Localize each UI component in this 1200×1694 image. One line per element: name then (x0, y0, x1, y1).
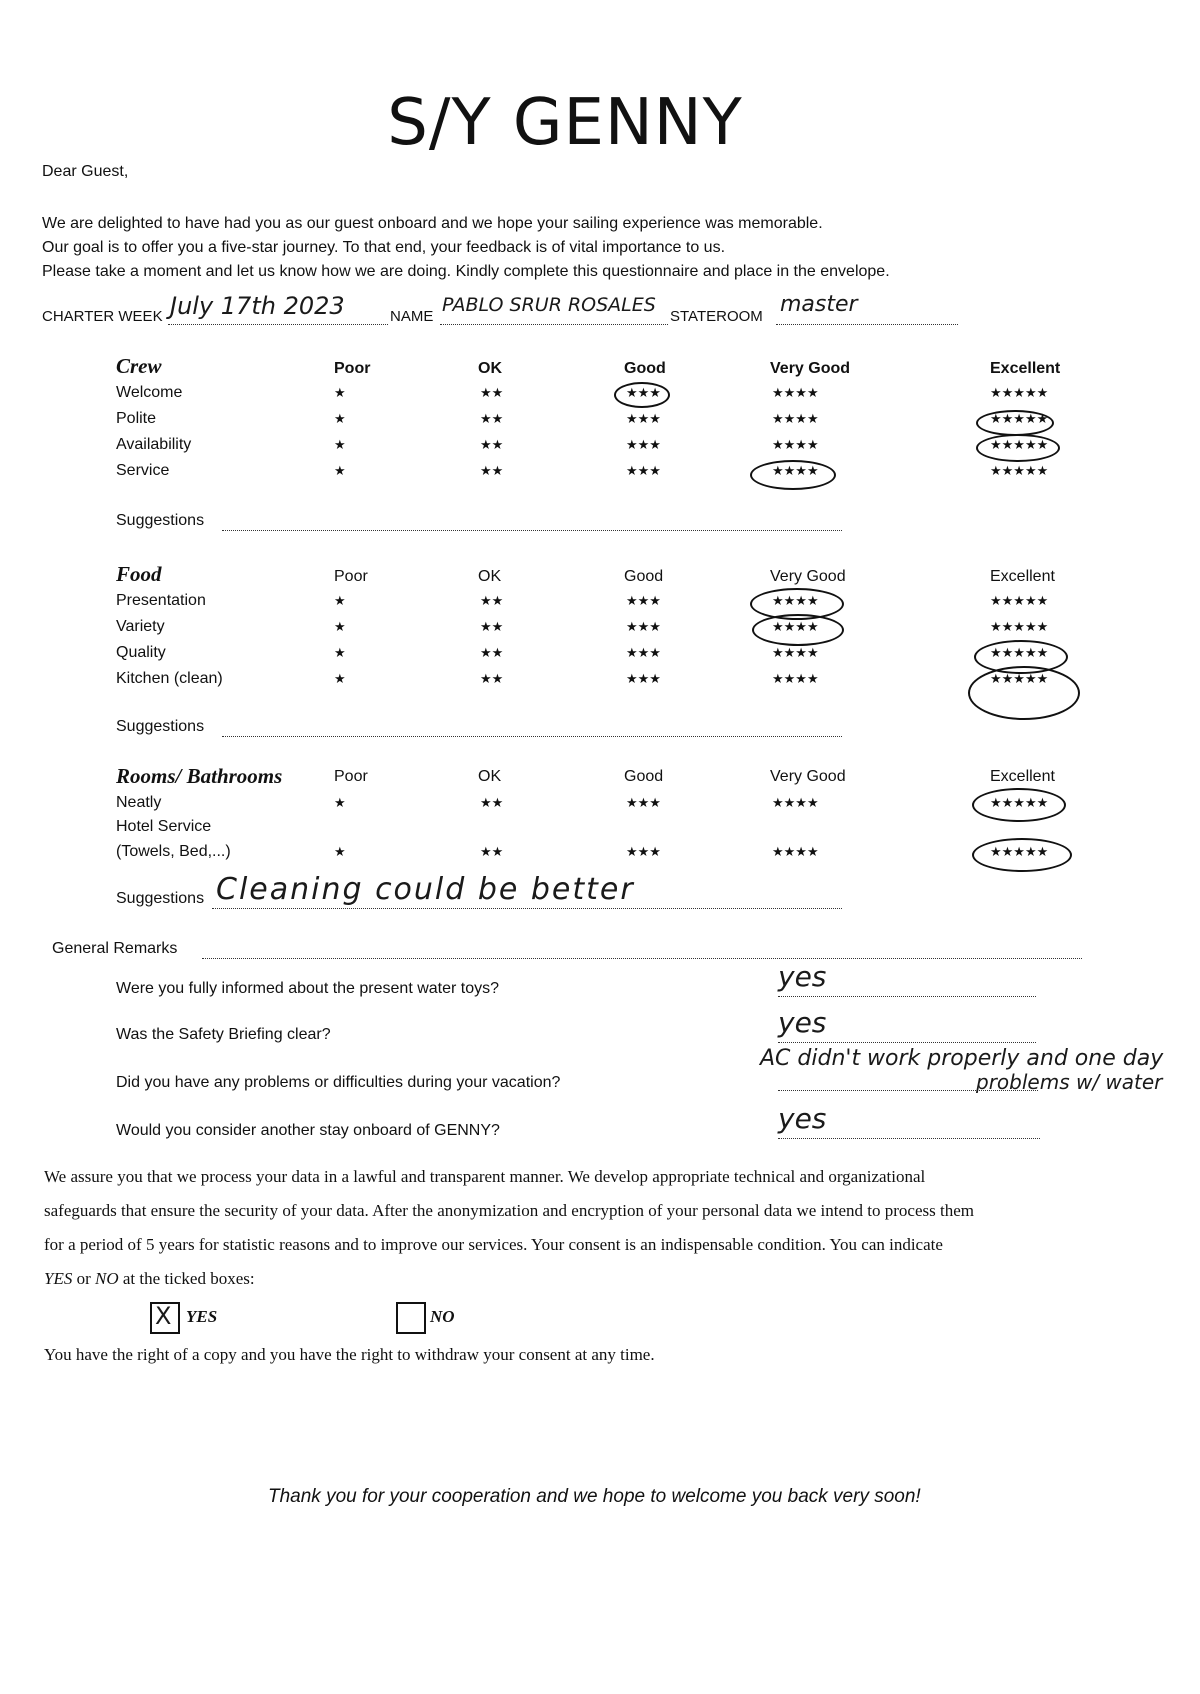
crew-row-service: Service (116, 462, 170, 479)
consent-no-label: NO (430, 1307, 455, 1326)
answer-problems-line-1: AC didn't work properly and one day (760, 1046, 1164, 1071)
food-presentation-good-stars[interactable]: ★★★ (626, 594, 661, 609)
food-quality-poor-stars[interactable]: ★ (334, 646, 346, 661)
privacy-line-1: We assure you that we process your data in a lawful and transparent manner. We develop appropriate technical and organizational (44, 1167, 926, 1186)
general-remarks-field[interactable] (202, 940, 1082, 959)
consent-yes-mark: X (155, 1302, 172, 1330)
rooms-hotel-service-good-stars[interactable]: ★★★ (626, 845, 661, 860)
stateroom-label: STATEROOM (670, 308, 763, 325)
answer-water-toys-field[interactable] (778, 960, 1036, 997)
crew-welcome-ok-stars[interactable]: ★★ (480, 386, 504, 401)
food-kitchen-clean--poor-stars[interactable]: ★ (334, 672, 346, 687)
food-col-very-good: Very Good (770, 568, 846, 585)
crew-availability-very-good-stars[interactable]: ★★★★ (772, 438, 819, 453)
crew-polite-selection[interactable] (976, 410, 1054, 436)
intro-line-1: We are delighted to have had you as our guest onboard and we hope your sailing experience was memorable. (42, 215, 823, 232)
privacy-line-4 (44, 1262, 255, 1296)
question-water-toys: Were you fully informed about the present water toys? (116, 980, 500, 997)
crew-col-good: Good (624, 360, 666, 377)
privacy-yes-term: YES (44, 1269, 73, 1288)
food-variety-selection[interactable] (752, 614, 844, 646)
crew-polite-good-stars[interactable]: ★★★ (626, 412, 661, 427)
crew-polite-excellent-stars[interactable]: ★★★★★ (990, 412, 1049, 427)
crew-col-very-good: Very Good (770, 360, 851, 377)
food-quality-ok-stars[interactable]: ★★ (480, 646, 504, 661)
food-variety-good-stars[interactable]: ★★★ (626, 620, 661, 635)
food-variety-poor-stars[interactable]: ★ (334, 620, 346, 635)
food-suggestions-label: Suggestions (116, 718, 205, 735)
rooms-hotel-service-excellent-stars[interactable]: ★★★★★ (990, 845, 1049, 860)
rooms-col-ok: OK (478, 768, 502, 785)
consent-yes-checkbox[interactable] (150, 1302, 180, 1334)
food-variety-excellent-stars[interactable]: ★★★★★ (990, 620, 1049, 635)
food-section-title: Food (116, 562, 162, 586)
name-label: NAME (390, 308, 434, 325)
answer-safety-briefing: yes (778, 1006, 827, 1039)
food-kitchen-clean--very-good-stars[interactable]: ★★★★ (772, 672, 819, 687)
food-presentation-ok-stars[interactable]: ★★ (480, 594, 504, 609)
crew-row-polite: Polite (116, 410, 157, 427)
document-title: S/Y GENNY (387, 86, 743, 160)
food-presentation-excellent-stars[interactable]: ★★★★★ (990, 594, 1049, 609)
rooms-col-excellent: Excellent (990, 768, 1055, 785)
crew-row-availability: Availability (116, 436, 192, 453)
rooms-row-neatly: Neatly (116, 794, 162, 811)
crew-service-ok-stars[interactable]: ★★ (480, 464, 504, 479)
food-quality-very-good-stars[interactable]: ★★★★ (772, 646, 819, 661)
answer-water-toys: yes (778, 960, 827, 993)
food-variety-ok-stars[interactable]: ★★ (480, 620, 504, 635)
crew-service-poor-stars[interactable]: ★ (334, 464, 346, 479)
privacy-line-3: for a period of 5 years for statistic reasons and to improve our services. Your consent is an indispensable condition. You can indicate (44, 1235, 943, 1254)
question-safety-briefing: Was the Safety Briefing clear? (116, 1026, 331, 1043)
rooms-neatly-selection[interactable] (972, 788, 1066, 822)
answer-safety-briefing-field[interactable] (778, 1006, 1036, 1043)
crew-availability-good-stars[interactable]: ★★★ (626, 438, 661, 453)
crew-col-ok: OK (478, 360, 502, 377)
food-row-kitchen: Kitchen (clean) (116, 670, 223, 687)
food-kitchen-clean--good-stars[interactable]: ★★★ (626, 672, 661, 687)
rooms-section-title: Rooms/ Bathrooms (116, 764, 283, 788)
rooms-hotel-service-poor-stars[interactable]: ★ (334, 845, 346, 860)
privacy-or: or (72, 1269, 96, 1288)
food-kitchen-clean--excellent-stars[interactable]: ★★★★★ (990, 672, 1049, 687)
answer-another-stay-field[interactable] (778, 1102, 1040, 1139)
rooms-col-very-good: Very Good (770, 768, 846, 785)
question-problems: Did you have any problems or difficulties during your vacation? (116, 1074, 561, 1091)
crew-availability-selection[interactable] (976, 434, 1060, 462)
rooms-neatly-excellent-stars[interactable]: ★★★★★ (990, 796, 1049, 811)
answer-problems-line-2: problems w/ water (976, 1070, 1163, 1094)
crew-row-welcome: Welcome (116, 384, 183, 401)
rooms-hotel-service-selection[interactable] (972, 838, 1072, 872)
crew-availability-excellent-stars[interactable]: ★★★★★ (990, 438, 1049, 453)
privacy-line-2: safeguards that ensure the security of your data. After the anonymization and encryption of your personal data we intend to process them (44, 1201, 974, 1220)
answer-another-stay: yes (778, 1102, 827, 1135)
stateroom-value: master (780, 292, 858, 317)
food-col-ok: OK (478, 568, 502, 585)
crew-availability-poor-stars[interactable]: ★ (334, 438, 346, 453)
food-presentation-very-good-stars[interactable]: ★★★★ (772, 594, 819, 609)
privacy-rights: You have the right of a copy and you have the right to withdraw your consent at any time. (44, 1345, 655, 1364)
crew-welcome-very-good-stars[interactable]: ★★★★ (772, 386, 819, 401)
privacy-rest: at the ticked boxes: (118, 1269, 255, 1288)
crew-service-selection[interactable] (750, 460, 836, 490)
rooms-col-poor: Poor (334, 768, 368, 785)
food-row-variety: Variety (116, 618, 165, 635)
crew-col-excellent: Excellent (990, 360, 1061, 377)
rooms-row-hotel-service: Hotel Service (116, 818, 212, 835)
crew-welcome-good-stars[interactable]: ★★★ (626, 386, 661, 401)
name-value: PABLO SRUR ROSALES (442, 294, 656, 316)
rooms-suggestions-value: Cleaning could be better (216, 872, 635, 907)
greeting: Dear Guest, (42, 163, 129, 180)
food-quality-excellent-stars[interactable]: ★★★★★ (990, 646, 1049, 661)
intro-line-2: Our goal is to offer you a five-star journey. To that end, your feedback is of vital importance to us. (42, 239, 726, 256)
rooms-hotel-service-very-good-stars[interactable]: ★★★★ (772, 845, 819, 860)
stateroom-field[interactable] (776, 292, 958, 325)
question-another-stay: Would you consider another stay onboard of GENNY? (116, 1122, 500, 1139)
food-row-presentation: Presentation (116, 592, 206, 609)
crew-col-poor: Poor (334, 360, 371, 377)
food-quality-good-stars[interactable]: ★★★ (626, 646, 661, 661)
food-kitchen-clean--ok-stars[interactable]: ★★ (480, 672, 504, 687)
rooms-col-good: Good (624, 768, 664, 785)
rooms-neatly-poor-stars[interactable]: ★ (334, 796, 346, 811)
consent-no-checkbox[interactable] (396, 1302, 426, 1334)
rooms-row-hotel-service-detail: (Towels, Bed,...) (116, 843, 231, 860)
food-col-poor: Poor (334, 568, 368, 585)
rooms-suggestions-label: Suggestions (116, 890, 205, 907)
crew-service-good-stars[interactable]: ★★★ (626, 464, 661, 479)
general-remarks-label: General Remarks (52, 940, 178, 957)
rooms-hotel-service-ok-stars[interactable]: ★★ (480, 845, 504, 860)
food-kitchen-selection[interactable] (968, 666, 1080, 720)
crew-polite-very-good-stars[interactable]: ★★★★ (772, 412, 819, 427)
crew-service-excellent-stars[interactable]: ★★★★★ (990, 464, 1049, 479)
food-variety-very-good-stars[interactable]: ★★★★ (772, 620, 819, 635)
name-field[interactable] (440, 294, 668, 325)
food-suggestions-field[interactable] (222, 718, 842, 737)
crew-service-very-good-stars[interactable]: ★★★★ (772, 464, 819, 479)
consent-yes-label: YES (186, 1307, 218, 1326)
crew-availability-ok-stars[interactable]: ★★ (480, 438, 504, 453)
rooms-suggestions-field[interactable] (212, 872, 842, 909)
crew-suggestions-field[interactable] (222, 512, 842, 531)
crew-polite-ok-stars[interactable]: ★★ (480, 412, 504, 427)
rooms-neatly-ok-stars[interactable]: ★★ (480, 796, 504, 811)
rooms-neatly-good-stars[interactable]: ★★★ (626, 796, 661, 811)
intro-line-3: Please take a moment and let us know how we are doing. Kindly complete this questionnaire and place in the envelope. (42, 263, 890, 280)
food-row-quality: Quality (116, 644, 166, 661)
closing-message: Thank you for your cooperation and we hope to welcome you back very soon! (268, 1486, 921, 1507)
charter-week-label: CHARTER WEEK (42, 308, 163, 325)
food-col-good: Good (624, 568, 664, 585)
crew-suggestions-label: Suggestions (116, 512, 205, 529)
crew-welcome-selection[interactable] (614, 382, 670, 408)
rooms-neatly-very-good-stars[interactable]: ★★★★ (772, 796, 819, 811)
crew-welcome-excellent-stars[interactable]: ★★★★★ (990, 386, 1049, 401)
food-presentation-poor-stars[interactable]: ★ (334, 594, 346, 609)
charter-week-value: July 17th 2023 (170, 292, 345, 320)
crew-welcome-poor-stars[interactable]: ★ (334, 386, 346, 401)
crew-section-title: Crew (116, 354, 162, 378)
charter-week-field[interactable] (168, 292, 388, 325)
crew-polite-poor-stars[interactable]: ★ (334, 412, 346, 427)
privacy-no-term: NO (95, 1269, 119, 1288)
food-col-excellent: Excellent (990, 568, 1055, 585)
